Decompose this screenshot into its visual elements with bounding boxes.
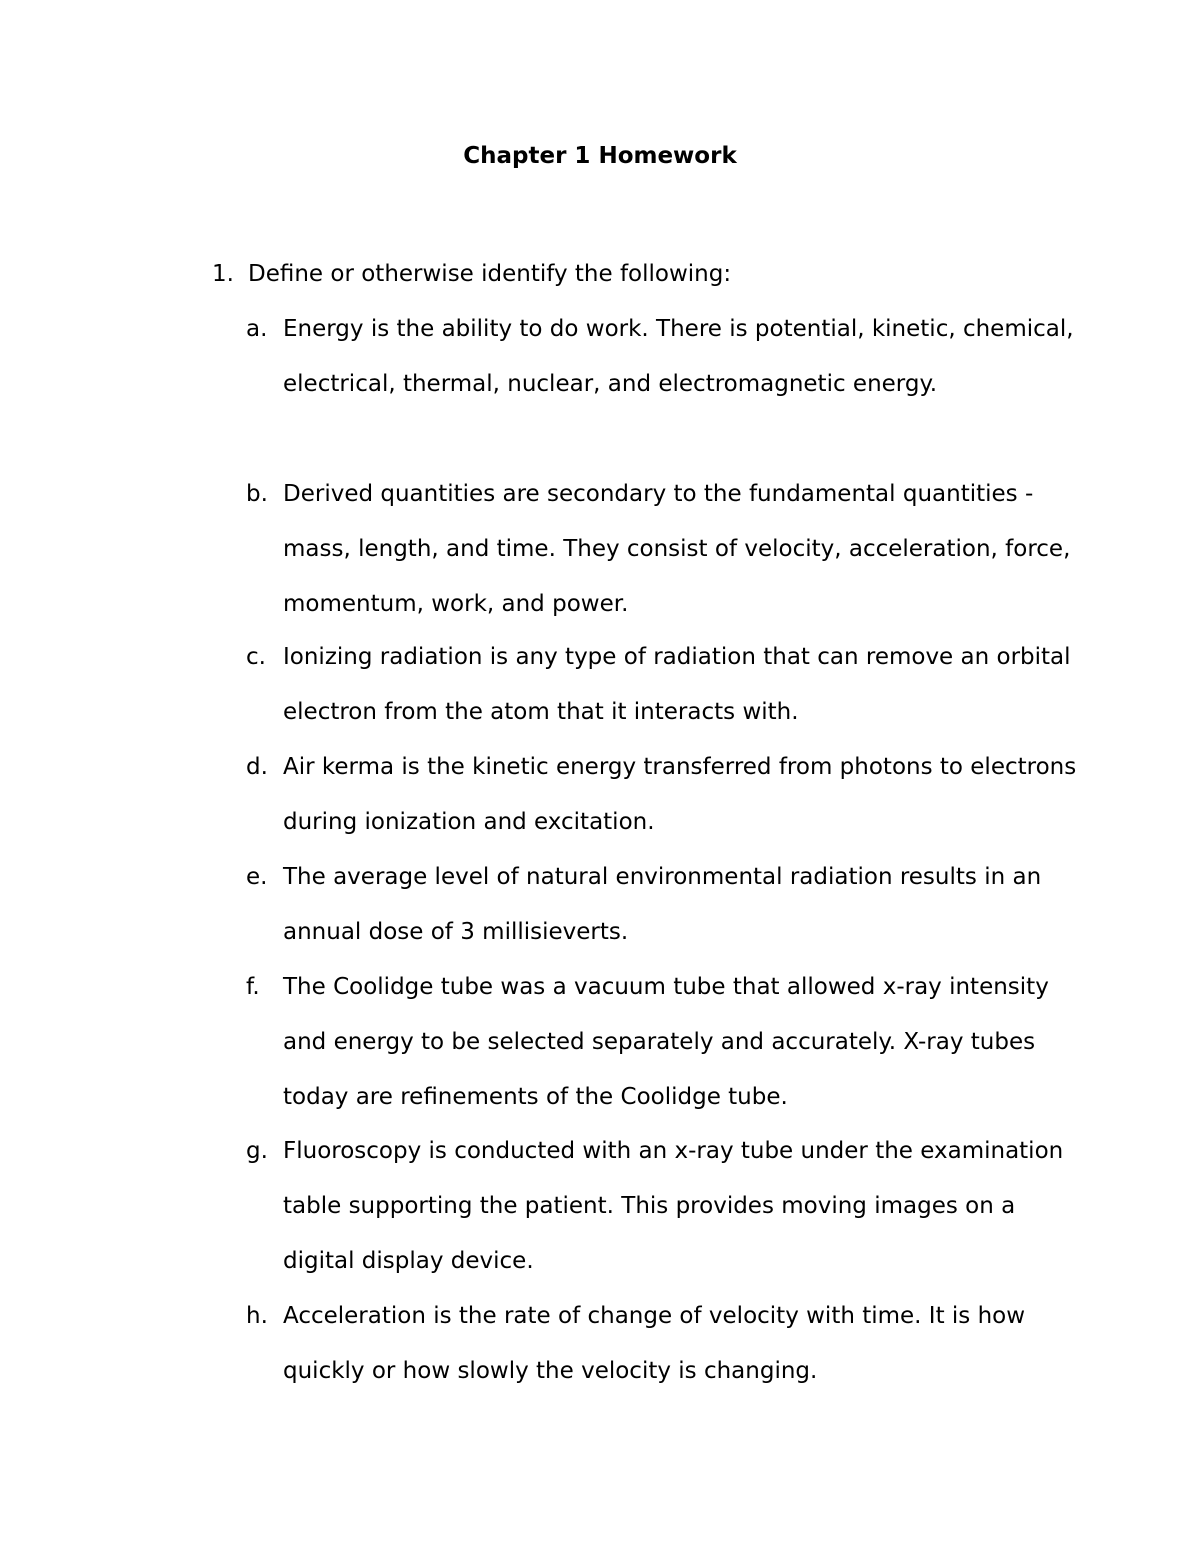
list-item-text: Air kerma is the kinetic energy transferred from photons to electrons during ionization and excitation. (283, 754, 1077, 835)
list-item-letter: h. (246, 1303, 268, 1329)
list-item-letter: f. (246, 974, 260, 1000)
list-item-letter: a. (246, 316, 268, 342)
list-item-text: Derived quantities are secondary to the fundamental quantities - mass, length, and time. They consist of velocity, acceleration, force, momentum, work, and power. (283, 481, 1071, 617)
list-item-text: Ionizing radiation is any type of radiation that can remove an orbital electron from the atom that it interacts with. (283, 644, 1071, 725)
question-number: 1. (212, 261, 234, 287)
list-item-text: Acceleration is the rate of change of velocity with time. It is how quickly or how slowly the velocity is changing. (283, 1303, 1026, 1384)
list-item-letter: c. (246, 644, 266, 670)
question-text: Define or otherwise identify the following: (248, 261, 732, 287)
list-item-letter: g. (246, 1138, 268, 1164)
list-item-text: The average level of natural environmental radiation results in an annual dose of 3 millisieverts. (283, 864, 1042, 945)
list-item-text: The Coolidge tube was a vacuum tube that allowed x-ray intensity and energy to be selected separately and accurately. X-ray tubes today are refinements of the Coolidge tube. (283, 974, 1049, 1110)
list-item-letter: d. (246, 754, 268, 780)
list-item-letter: e. (246, 864, 268, 890)
list-item-text: Energy is the ability to do work. There is potential, kinetic, chemical, electrical, thermal, nuclear, and electromagnetic energy. (283, 316, 1074, 397)
list-item-text: Fluoroscopy is conducted with an x-ray tube under the examination table supporting the patient. This provides moving images on a digital display device. (283, 1138, 1064, 1274)
page-title: Chapter 1 Homework (463, 143, 737, 169)
list-item-letter: b. (246, 481, 268, 507)
